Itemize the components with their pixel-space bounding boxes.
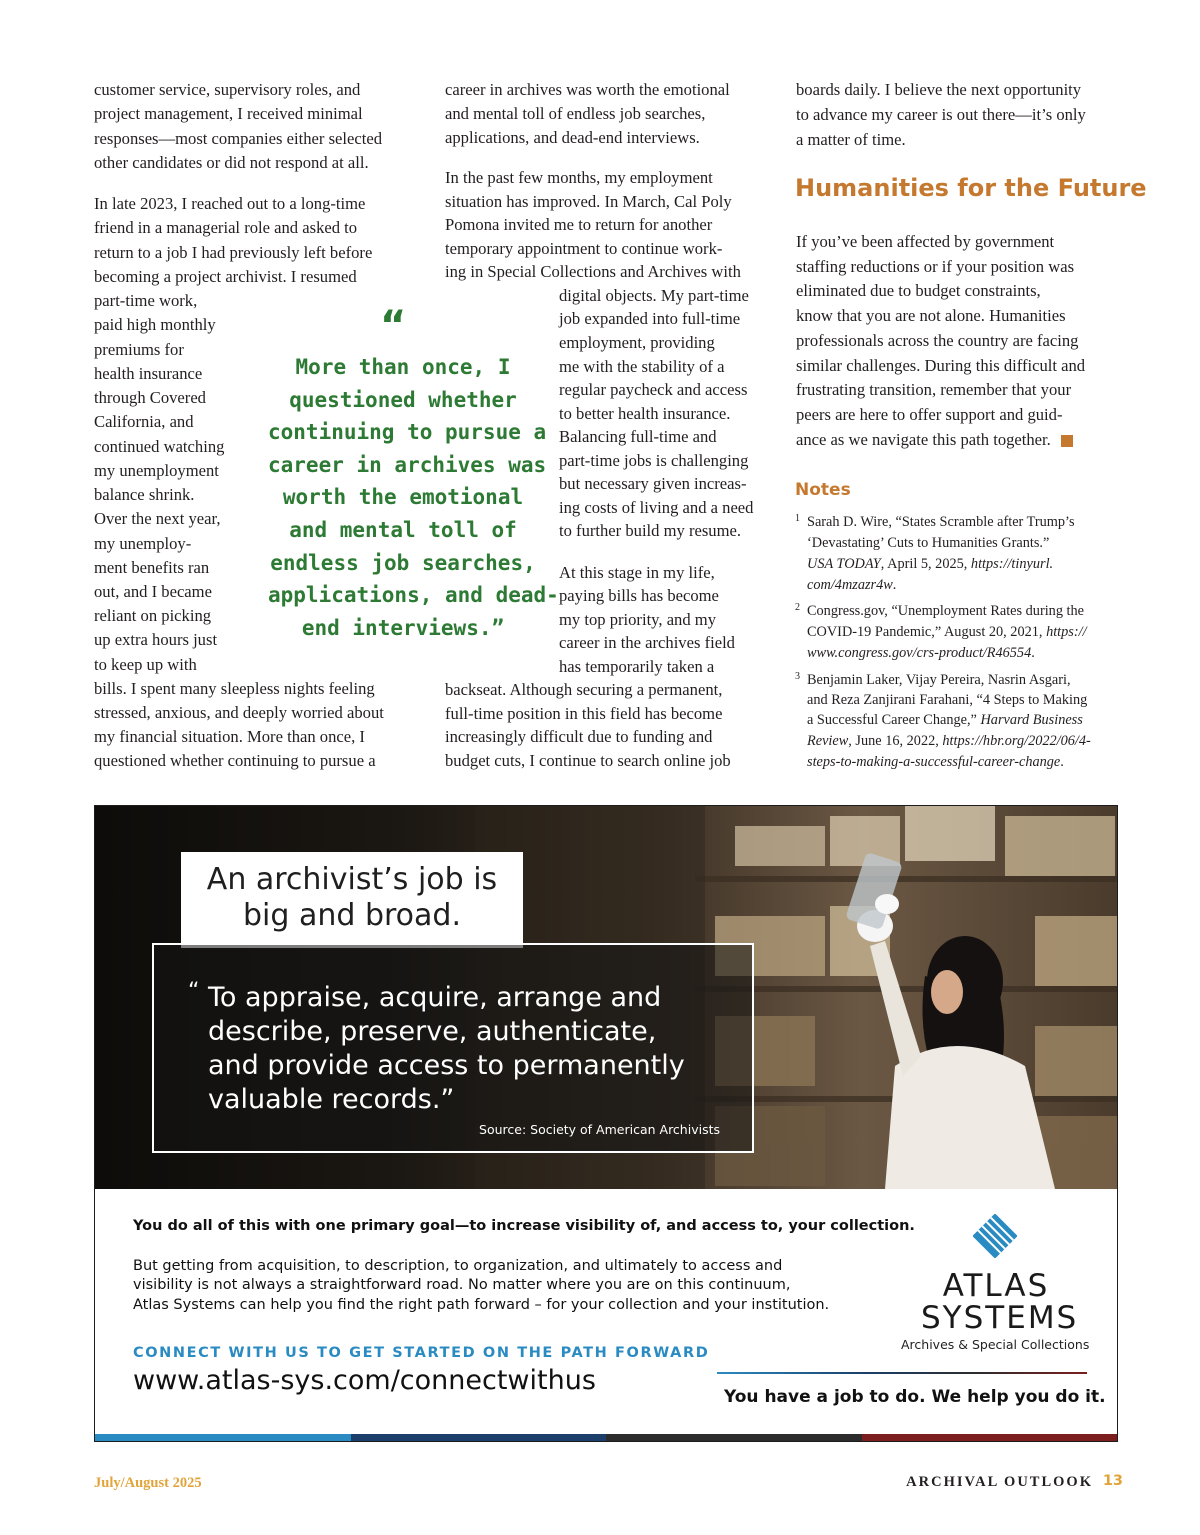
ad-body-line: visibility is not always a straightforward road. No matter where you are on this continuum, bbox=[133, 1277, 791, 1293]
body-text-line: me with the stability of a bbox=[559, 357, 725, 376]
body-text-line: Balancing full-time and bbox=[559, 427, 717, 446]
color-bar-segment bbox=[351, 1434, 607, 1441]
body-text-line: reliant on picking bbox=[94, 606, 212, 625]
note-line bbox=[807, 731, 1091, 752]
pull-quote-line: applications, and dead- bbox=[268, 583, 559, 607]
body-text-line: Pomona invited me to return for another bbox=[445, 215, 713, 234]
body-text-line: project management, I received minimal bbox=[94, 104, 363, 123]
body-text-line: similar challenges. During this difficult and bbox=[796, 356, 1086, 375]
ad-quote-line: To appraise, acquire, arrange and bbox=[208, 982, 662, 1013]
pull-quote-line: continuing to pursue a bbox=[268, 420, 547, 444]
body-text-line: California, and bbox=[94, 412, 194, 431]
ad-quote-line: and provide access to permanently bbox=[208, 1050, 685, 1081]
body-text-line: ing costs of living and a need bbox=[559, 498, 754, 517]
color-bar-segment bbox=[95, 1434, 351, 1441]
pull-quote-line: career in archives was bbox=[268, 453, 547, 477]
body-text-line: staffing reductions or if your position was bbox=[796, 257, 1075, 276]
body-text-line: out, and I became bbox=[94, 582, 212, 601]
note-text: . bbox=[1031, 645, 1035, 661]
ad-source: Source: Society of American Archivists bbox=[479, 1122, 720, 1137]
atlas-logo-text: SYSTEMS bbox=[921, 1300, 1079, 1336]
ad-color-bar bbox=[95, 1434, 1117, 1441]
body-text-line: my unemploy- bbox=[94, 534, 192, 553]
body-text-line: balance shrink. bbox=[94, 485, 195, 504]
note-line bbox=[807, 554, 1053, 575]
body-text-line: paying bills has become bbox=[559, 586, 719, 605]
pull-quote-line: questioned whether bbox=[289, 388, 517, 412]
body-text-line: my top priority, and my bbox=[559, 610, 717, 629]
note-link[interactable]: steps-to-making-a-successful-career-change bbox=[807, 754, 1061, 770]
body-text-line: bills. I spent many sleepless nights feeling bbox=[94, 679, 375, 698]
pull-quote-line: and mental toll of bbox=[289, 518, 517, 542]
body-text-line: backseat. Although securing a permanent, bbox=[445, 680, 723, 699]
body-text-line: paid high monthly bbox=[94, 315, 216, 334]
footer-issue-date: July/August 2025 bbox=[94, 1475, 202, 1491]
body-text-line: eliminated due to budget constraints, bbox=[796, 281, 1041, 300]
pull-quote-line: More than once, I bbox=[295, 355, 511, 379]
body-text-line: through Covered bbox=[94, 388, 206, 407]
body-text-line: situation has improved. In March, Cal Poly bbox=[445, 192, 732, 211]
body-text-line: continued watching bbox=[94, 437, 225, 456]
body-text-line: temporary appointment to continue work- bbox=[445, 239, 723, 258]
body-text-line: my financial situation. More than once, I bbox=[94, 727, 365, 746]
section-heading: Humanities for the Future bbox=[795, 174, 1147, 202]
body-text-line: but necessary given increas- bbox=[559, 474, 747, 493]
note-text: COVID-19 Pandemic,” August 20, 2021, bbox=[807, 624, 1047, 640]
atlas-logo-icon bbox=[973, 1214, 1017, 1258]
body-text-line: part-time jobs is challenging bbox=[559, 451, 749, 470]
body-text-line: other candidates or did not respond at all. bbox=[94, 153, 369, 172]
body-text-line: In the past few months, my employment bbox=[445, 168, 713, 187]
note-line: ‘Devastating’ Cuts to Humanities Grants.” bbox=[807, 535, 1050, 551]
body-text-line: career in archives was worth the emotional bbox=[445, 80, 730, 99]
body-text-line: increasingly difficult due to funding and bbox=[445, 727, 713, 746]
body-text-line: professionals across the country are facing bbox=[796, 331, 1079, 350]
body-text-line: employment, providing bbox=[559, 333, 715, 352]
note-italic: Review bbox=[807, 733, 849, 749]
note-line bbox=[807, 643, 1035, 664]
ad-quote-box bbox=[152, 943, 754, 1153]
atlas-systems-ad[interactable] bbox=[94, 805, 1118, 1442]
note-text: . bbox=[892, 577, 897, 593]
note-line bbox=[807, 710, 1083, 731]
note-number: 2 bbox=[795, 602, 800, 613]
atlas-logo-text: ATLAS bbox=[942, 1268, 1050, 1304]
body-text-line: premiums for bbox=[94, 340, 184, 359]
footer-magazine-name: ARCHIVAL OUTLOOK bbox=[906, 1474, 1093, 1490]
body-text-line: questioned whether continuing to pursue a bbox=[94, 751, 376, 770]
body-text-line: frustrating transition, remember that your bbox=[796, 380, 1072, 399]
open-quote-icon: “ bbox=[188, 979, 200, 1004]
body-text-line: to keep up with bbox=[94, 655, 197, 674]
end-mark-icon bbox=[1061, 435, 1073, 447]
note-line: and Reza Zanjirani Farahani, “4 Steps to Making bbox=[807, 692, 1088, 708]
body-text-line: regular paycheck and access bbox=[559, 380, 748, 399]
body-text-line: to better health insurance. bbox=[559, 404, 731, 423]
ad-cta: CONNECT WITH US TO GET STARTED ON THE PATH FORWARD bbox=[133, 1345, 710, 1361]
note-link[interactable]: https://hbr.org/2022/06/4- bbox=[942, 733, 1091, 749]
body-text-line: boards daily. I believe the next opportunity bbox=[796, 80, 1082, 99]
ad-tagline: You have a job to do. We help you do it. bbox=[724, 1387, 1106, 1407]
color-bar-segment bbox=[862, 1434, 1118, 1441]
note-text: , April 5, 2025, bbox=[880, 556, 971, 572]
body-text-line: At this stage in my life, bbox=[559, 563, 715, 582]
body-text-line: applications, and dead-end interviews. bbox=[445, 128, 700, 147]
ad-body-line: But getting from acquisition, to description, to organization, and ultimately to access and bbox=[133, 1258, 783, 1274]
body-text-line: up extra hours just bbox=[94, 630, 218, 649]
body-text-line: my unemployment bbox=[94, 461, 219, 480]
body-text-line: becoming a project archivist. I resumed bbox=[94, 267, 357, 286]
note-line bbox=[807, 622, 1087, 643]
body-text-line: career in the archives field bbox=[559, 633, 735, 652]
note-link[interactable]: www.congress.gov/crs-product/R46554 bbox=[807, 645, 1032, 661]
ad-headline-line: An archivist’s job is bbox=[206, 862, 498, 897]
body-text-span: ance as we navigate this path together. bbox=[796, 430, 1051, 449]
ad-body-line: Atlas Systems can help you find the right path forward – for your collection and your institution. bbox=[133, 1297, 830, 1313]
note-line: Benjamin Laker, Vijay Pereira, Nasrin Asgari, bbox=[807, 672, 1071, 688]
atlas-logo-subtitle: Archives & Special Collections bbox=[901, 1337, 1090, 1352]
notes-heading: Notes bbox=[795, 480, 851, 500]
body-text-line: If you’ve been affected by government bbox=[796, 232, 1055, 251]
color-bar-segment bbox=[606, 1434, 862, 1441]
note-text: . bbox=[1060, 754, 1064, 770]
note-link[interactable]: com/4mzazr4w bbox=[807, 577, 893, 593]
ad-quote-line: describe, preserve, authenticate, bbox=[208, 1016, 657, 1047]
body-text-line: budget cuts, I continue to search online job bbox=[445, 751, 731, 770]
body-text-line: to advance my career is out there—it’s only bbox=[796, 105, 1086, 124]
body-text-line bbox=[796, 428, 1073, 452]
note-line bbox=[807, 575, 896, 596]
body-text-line: a matter of time. bbox=[796, 130, 906, 149]
body-text-line: stressed, anxious, and deeply worried about bbox=[94, 703, 384, 722]
body-text-line: customer service, supervisory roles, and bbox=[94, 80, 361, 99]
archivist-photo bbox=[95, 806, 1117, 1189]
note-link[interactable]: https:// bbox=[1046, 624, 1087, 640]
note-number: 1 bbox=[795, 513, 800, 524]
ad-url-link[interactable]: www.atlas-sys.com/connectwithus bbox=[133, 1365, 596, 1396]
ad-divider bbox=[717, 1372, 1087, 1374]
body-text-line: digital objects. My part-time bbox=[559, 286, 749, 305]
body-text-line: health insurance bbox=[94, 364, 203, 383]
body-text-line: Over the next year, bbox=[94, 509, 221, 528]
ad-headline-line: big and broad. bbox=[243, 898, 461, 933]
pull-quote-line: endless job searches, bbox=[270, 551, 536, 575]
ad-lead-text: You do all of this with one primary goal—to increase visibility of, and access to, your collection. bbox=[133, 1218, 915, 1234]
quote-marks-icon: “ bbox=[380, 303, 407, 349]
body-text-line: full-time position in this field has become bbox=[445, 704, 723, 723]
body-text-line: ment benefits ran bbox=[94, 558, 210, 577]
note-number: 3 bbox=[795, 671, 800, 682]
body-text-line: job expanded into full-time bbox=[559, 309, 741, 328]
pull-quote-line: worth the emotional bbox=[282, 485, 524, 509]
ad-quote-line: valuable records.” bbox=[208, 1084, 455, 1115]
body-text-line: know that you are not alone. Humanities bbox=[796, 306, 1066, 325]
pull-quote-line: end interviews.” bbox=[301, 616, 505, 640]
note-text: a Successful Career Change,” bbox=[807, 712, 981, 728]
note-line bbox=[807, 752, 1064, 773]
body-text-line: to further build my resume. bbox=[559, 521, 742, 540]
body-text-line: peers are here to offer support and guid- bbox=[796, 405, 1063, 424]
footer-page-number: 13 bbox=[1102, 1473, 1123, 1489]
note-line: Congress.gov, “Unemployment Rates during the bbox=[807, 603, 1085, 619]
note-text: , June 16, 2022, bbox=[848, 733, 943, 749]
note-line: Sarah D. Wire, “States Scramble after Trump’s bbox=[807, 514, 1075, 530]
body-text-line: has temporarily taken a bbox=[559, 657, 715, 676]
body-text-line: responses—most companies either selected bbox=[94, 129, 383, 148]
note-italic: USA TODAY bbox=[807, 556, 881, 572]
body-text-line: friend in a managerial role and asked to bbox=[94, 218, 358, 237]
note-italic: Harvard Business bbox=[980, 712, 1083, 728]
body-text-line: and mental toll of endless job searches, bbox=[445, 104, 706, 123]
body-text-line: part-time work, bbox=[94, 291, 198, 310]
body-text-line: In late 2023, I reached out to a long-time bbox=[94, 194, 366, 213]
note-link[interactable]: https://tinyurl. bbox=[970, 556, 1054, 572]
body-text-line: return to a job I had previously left before bbox=[94, 243, 373, 262]
body-text-line: ing in Special Collections and Archives with bbox=[445, 262, 741, 281]
ad-headline bbox=[181, 852, 523, 948]
